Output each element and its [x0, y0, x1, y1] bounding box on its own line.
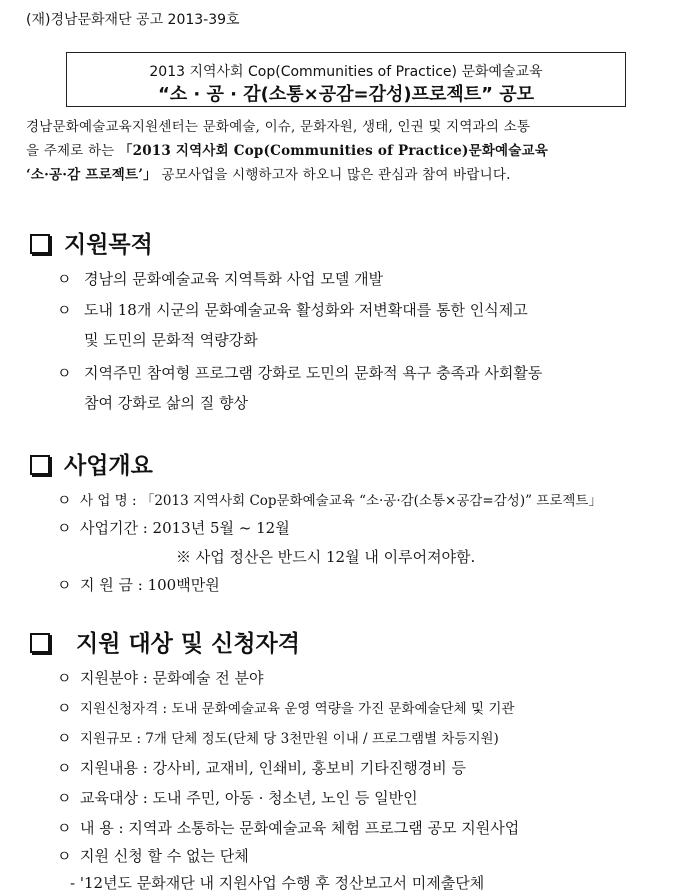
bullet-circle-icon: ㅇ — [57, 729, 72, 747]
section-checkbox-icon — [30, 234, 50, 254]
section-title-overview: 사업개요 — [64, 453, 153, 479]
bullet-circle-icon: ㅇ — [57, 364, 72, 382]
bullet-circle-icon: ㅇ — [57, 819, 72, 837]
overview-project-name: 사 업 명 : 「2013 지역사회 Cop문화예술교육 “소·공·감(소통×공감=감성)” 프로젝트」 — [80, 493, 602, 509]
eligibility-item-8: - '12년도 문화재단 내 지원사업 수행 후 정산보고서 미제출단체 — [70, 874, 485, 892]
intro-line-3 — [26, 163, 511, 183]
notice-number: (재)경남문화재단 공고 2013-39호 — [26, 12, 240, 28]
eligibility-item-2: 지원신청자격 : 도내 문화예술교육 운영 역량을 가진 문화예술단체 및 기관 — [80, 701, 515, 717]
overview-amount: 지 원 금 : 100백만원 — [80, 576, 220, 594]
purpose-item-1: 경남의 문화예술교육 지역특화 사업 모델 개발 — [84, 270, 384, 288]
bullet-circle-icon: ㅇ — [57, 759, 72, 777]
purpose-item-2-cont: 및 도민의 문화적 역량강화 — [84, 331, 258, 349]
overview-period: 사업기간 : 2013년 5월 ~ 12월 — [80, 519, 290, 537]
intro-line-2-text: 을 주제로 하는 — [26, 143, 119, 159]
bullet-circle-icon: ㅇ — [57, 789, 72, 807]
section-checkbox-icon — [30, 633, 50, 653]
purpose-item-3-cont: 참여 강화로 삶의 질 향상 — [84, 394, 248, 412]
bullet-circle-icon: ㅇ — [57, 576, 72, 594]
eligibility-item-5: 교육대상 : 도내 주민, 아동 · 청소년, 노인 등 일반인 — [80, 789, 418, 807]
intro-line-2-bold: 「2013 지역사회 Cop(Communities of Practice)문화예술교육 — [118, 143, 549, 159]
eligibility-item-6: 내 용 : 지역과 소통하는 문화예술교육 체험 프로그램 공모 지원사업 — [80, 819, 520, 837]
intro-line-3-text: 공모사업을 시행하고자 하오니 많은 관심과 참여 바랍니다. — [156, 167, 511, 183]
title-line-1: 2013 지역사회 Cop(Communities of Practice) 문화예술교육 — [149, 64, 543, 80]
bullet-circle-icon: ㅇ — [57, 847, 72, 865]
intro-line-1: 경남문화예술교육지원센터는 문화예술, 이슈, 문화자원, 생태, 인권 및 지역과의 소통 — [26, 119, 531, 135]
eligibility-item-7: 지원 신청 할 수 없는 단체 — [80, 847, 249, 865]
bullet-circle-icon: ㅇ — [57, 669, 72, 687]
purpose-item-2: 도내 18개 시군의 문화예술교육 활성화와 저변확대를 통한 인식제고 — [84, 301, 528, 319]
section-title-purpose: 지원목적 — [64, 232, 153, 258]
eligibility-item-4: 지원내용 : 강사비, 교재비, 인쇄비, 홍보비 기타진행경비 등 — [80, 759, 467, 777]
overview-note: ※ 사업 정산은 반드시 12월 내 이루어져야함. — [176, 548, 476, 566]
intro-line-3-bold: ‘소·공·감 프로젝트’」 — [26, 167, 157, 183]
intro-line-2 — [26, 139, 548, 159]
bullet-circle-icon: ㅇ — [57, 301, 72, 319]
purpose-item-3: 지역주민 참여형 프로그램 강화로 도민의 문화적 욕구 충족과 사회활동 — [84, 364, 543, 382]
eligibility-item-3: 지원규모 : 7개 단체 정도(단체 당 3천만원 이내 / 프로그램별 차등지원) — [80, 731, 499, 747]
bullet-circle-icon: ㅇ — [57, 519, 72, 537]
bullet-circle-icon: ㅇ — [57, 491, 72, 509]
eligibility-item-1: 지원분야 : 문화예술 전 분야 — [80, 669, 264, 687]
title-box — [66, 52, 626, 107]
section-title-eligibility: 지원 대상 및 신청자격 — [76, 631, 300, 657]
title-line-2: “소 · 공 · 감(소통×공감=감성)프로젝트” 공모 — [157, 84, 535, 105]
bullet-circle-icon: ㅇ — [57, 270, 72, 288]
section-checkbox-icon — [30, 455, 50, 475]
bullet-circle-icon: ㅇ — [57, 699, 72, 717]
